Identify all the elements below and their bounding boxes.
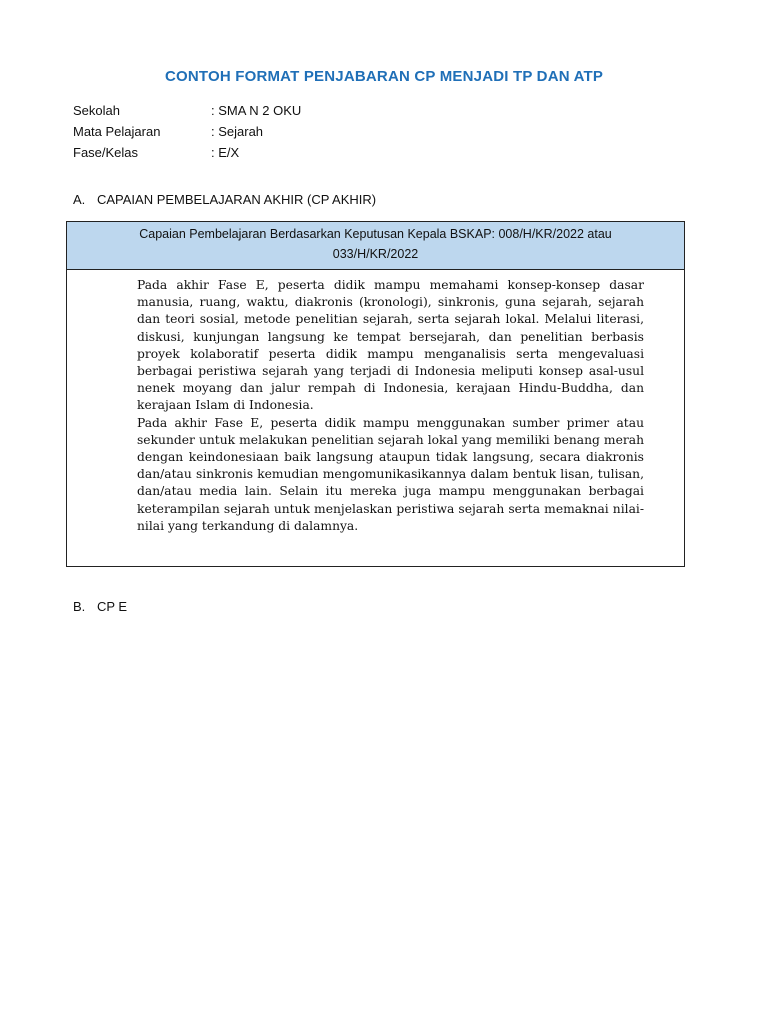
section-title: CAPAIAN PEMBELAJARAN AKHIR (CP AKHIR)	[97, 192, 377, 207]
meta-row-school	[73, 100, 301, 121]
cp-paragraph: Pada akhir Fase E, peserta didik mampu memahami konsep-konsep dasar manusia, ruang, waktu, diakronis (kronologi), sinkronis, guna sejarah, sejarah dan teori sosial, metode penelitian sejarah, serta sejarah lokal. Melalui literasi, diskusi, kunjungan langsung ke tempat bersejarah, dan penelitian berbasis proyek kolaboratif peserta didik mampu menganalisis serta mengevaluasi berbagai peristiwa sejarah yang terjadi di Indonesia meliputi konsep asal-usul nenek moyang dan jalur rempah di Indonesia, kerajaan Hindu-Buddha, dan kerajaan Islam di Indonesia.	[137, 278, 644, 413]
section-number: B.	[73, 599, 86, 614]
section-b-heading	[73, 598, 127, 616]
section-number: A.	[73, 192, 86, 207]
page-title: CONTOH FORMAT PENJABARAN CP MENJADI TP DAN ATP	[164, 68, 604, 85]
cp-paragraph: Pada akhir Fase E, peserta didik mampu menggunakan sumber primer atau sekunder untuk melakukan penelitian sejarah lokal yang memiliki benang merah dengan keindonesiaan baik langsung ataupun tidak langsung, secara diakronis dan/atau sinkronis kemudian mengomunikasikannya dalam bentuk lisan, tulisan, dan/atau media lain. Selain itu mereka juga mampu menggunakan berbagai keterampilan sejarah untuk menjelaskan peristiwa sejarah serta memaknai nilai-nilai yang terkandung di dalamnya.	[137, 415, 644, 533]
meta-value: : Sejarah	[211, 124, 264, 139]
section-a-heading	[73, 191, 376, 209]
cp-table-body	[137, 277, 644, 535]
meta-value: : E/X	[211, 145, 240, 160]
meta-label: Mata Pelajaran	[73, 124, 161, 139]
meta-row-phase	[73, 142, 301, 163]
meta-label: Fase/Kelas	[73, 145, 139, 160]
cp-table-header: Capaian Pembelajaran Berdasarkan Keputusan Kepala BSKAP: 008/H/KR/2022 atau 033/H/KR/2022	[67, 222, 684, 270]
document-meta	[73, 100, 301, 163]
meta-label: Sekolah	[73, 103, 120, 118]
section-title: CP E	[97, 599, 128, 614]
cp-table	[66, 221, 685, 567]
meta-value: : SMA N 2 OKU	[211, 103, 302, 118]
meta-row-subject	[73, 121, 301, 142]
